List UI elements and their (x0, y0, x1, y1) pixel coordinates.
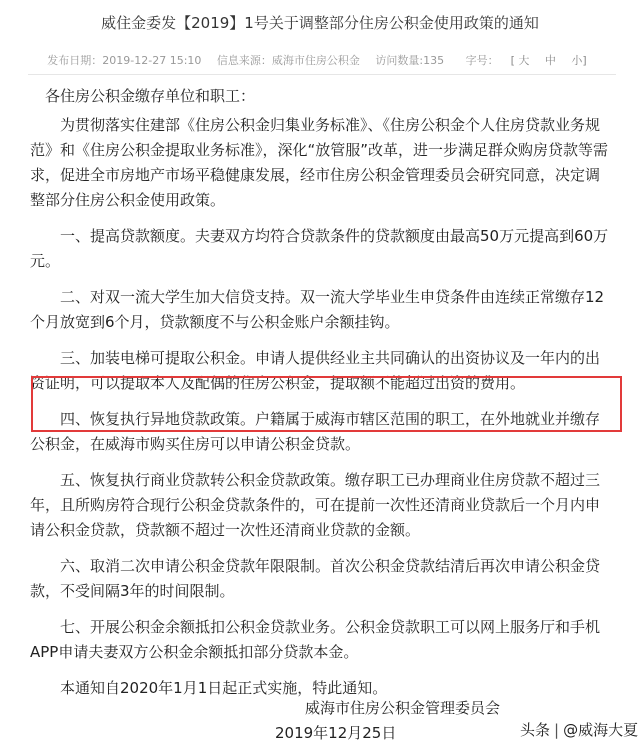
policy-item-6: 六、取消二次申请公积金贷款年限限制。首次公积金贷款结清后再次申请公积金贷款，不受间隔3年的时间限制。 (30, 557, 601, 600)
watermark-account: @威海大夏 (563, 721, 639, 739)
policy-item-7: 七、开展公积金余额抵扣公积金贷款业务。公积金贷款职工可以网上服务厅和手机APP申请夫妻双方公积金余额抵扣部分贷款本金。 (30, 618, 601, 661)
watermark (520, 719, 638, 740)
policy-item-5: 五、恢复执行商业贷款转公积金贷款政策。缴存职工已办理商业住房贷款不超过三年，且所购房符合现行公积金贷款条件的，可在提前一次性还清商业贷款后一个月内申请公积金贷款，贷款额不超过一次性还清商业贷款的金额。 (30, 471, 601, 539)
watermark-platform: 头条 (520, 721, 551, 739)
policy-item-3: 三、加装电梯可提取公积金。申请人提供经业主共同确认的出资协议及一年内的出资证明，可以提取本人及配偶的住房公积金，提取额不能超过出资的费用。 (30, 349, 601, 392)
divider (28, 74, 616, 75)
policy-item-2: 二、对双一流大学生加大信贷支持。双一流大学毕业生申贷条件由连续正常缴存12个月放宽到6个月，贷款额度不与公积金账户余额挂钩。 (30, 288, 605, 331)
page-title: 威住金委发【2019】1号关于调整部分住房公积金使用政策的通知 (101, 14, 539, 32)
info-source: 信息来源：威海市住房公积金 (216, 54, 360, 67)
font-size-medium-link[interactable]: 中 (544, 54, 556, 67)
greeting: 各住房公积金缴存单位和职工： (45, 87, 256, 105)
intro-paragraph: 为贯彻落实住建部《住房公积金归集业务标准》、《住房公积金个人住房贷款业务规范》和《住房公积金提取业务标准》，深化“放管服”改革，进一步满足群众购房贷款等需求，促进全市房地产市场平稳健康发展，经市住房公积金管理委员会研究同意，决定调整部分住房公积金使用政策。 (30, 116, 609, 209)
signature-date: 2019年12月25日 (275, 724, 397, 742)
view-count: 访问数量:135 (375, 54, 445, 67)
policy-item-1: 一、提高贷款额度。夫妻双方均符合贷款条件的贷款额度由最高50万元提高到60万元。 (30, 227, 609, 270)
font-size-label: 字号： (465, 54, 499, 67)
highlight-box (31, 376, 622, 432)
font-size-small-link[interactable]: 小] (571, 54, 587, 67)
signature-org: 威海市住房公积金管理委员会 (305, 699, 501, 717)
watermark-separator-icon: | (554, 720, 560, 739)
font-size-large-link[interactable]: [ 大 (510, 54, 530, 67)
policy-item-4: 四、恢复执行异地贷款政策。户籍属于威海市辖区范围的职工，在外地就业并缴存公积金，在威海市购买住房可以申请公积金贷款。 (30, 410, 601, 453)
font-size-controls (460, 54, 593, 67)
publish-date: 发布日期：2019-12-27 15:10 (47, 54, 202, 67)
meta-bar (0, 52, 640, 68)
closing-paragraph: 本通知自2020年1月1日起正式实施，特此通知。 (60, 679, 388, 697)
